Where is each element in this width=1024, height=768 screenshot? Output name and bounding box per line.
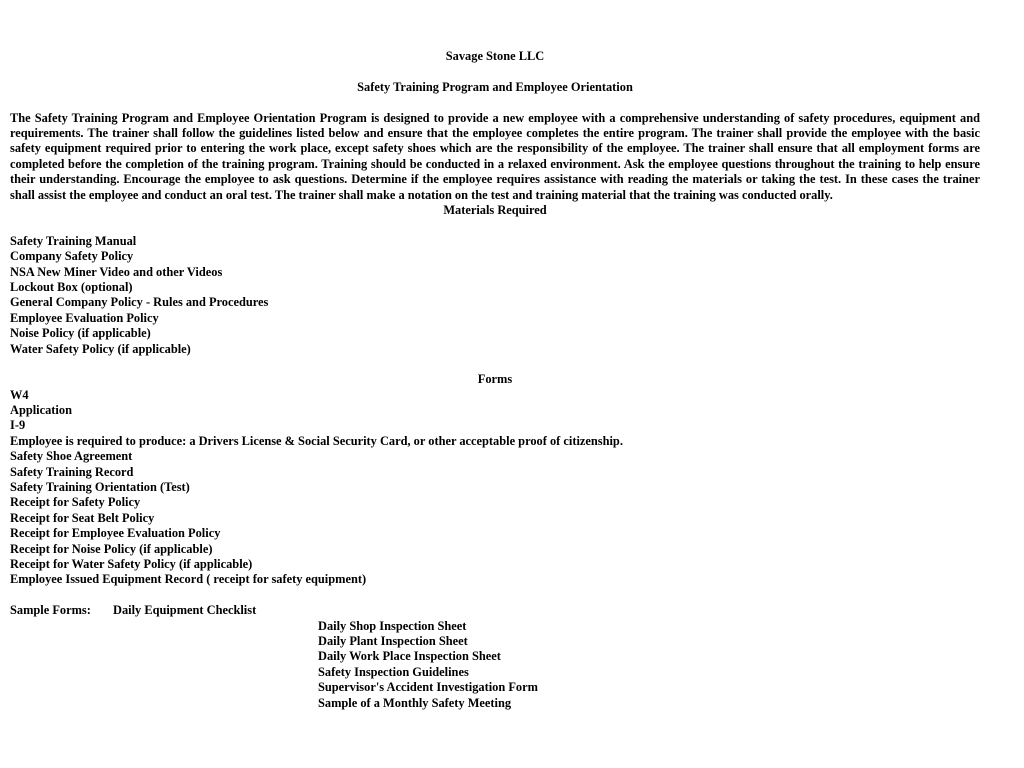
forms-item: Receipt for Employee Evaluation Policy: [10, 526, 221, 541]
forms-item: Employee is required to produce: a Drivers License & Social Security Card, or other acceptable proof of citizenship.: [10, 433, 623, 448]
forms-item: W4: [10, 387, 29, 402]
forms-heading: Forms: [477, 372, 513, 387]
materials-item: Employee Evaluation Policy: [10, 310, 159, 325]
materials-list: [10, 234, 980, 357]
forms-item: I-9: [10, 418, 26, 433]
materials-item: Safety Training Manual: [10, 233, 137, 248]
forms-item: Safety Shoe Agreement: [10, 449, 133, 464]
sample-forms-item: Daily Work Place Inspection Sheet: [318, 649, 501, 664]
sample-forms-item: Daily Shop Inspection Sheet: [318, 618, 467, 633]
forms-item: Safety Training Record: [10, 464, 134, 479]
document-title: Safety Training Program and Employee Orientation: [357, 79, 633, 94]
forms-item: Receipt for Water Safety Policy (if applicable): [10, 556, 253, 571]
materials-item: Lockout Box (optional): [10, 279, 133, 294]
forms-item: Application: [10, 403, 72, 418]
forms-item: Receipt for Safety Policy: [10, 495, 141, 510]
sample-forms-label: Sample Forms:: [10, 603, 91, 618]
sample-forms-section: [10, 603, 980, 711]
company-name: Savage Stone LLC: [445, 49, 545, 63]
materials-item: Company Safety Policy: [10, 249, 134, 264]
forms-list: [10, 388, 980, 588]
materials-heading: Materials Required: [443, 203, 547, 217]
sample-forms-item: Daily Equipment Checklist: [113, 603, 257, 618]
forms-item: Employee Issued Equipment Record ( receipt for safety equipment): [10, 572, 367, 587]
sample-forms-item: Daily Plant Inspection Sheet: [318, 633, 468, 648]
sample-forms-item: Sample of a Monthly Safety Meeting: [318, 695, 512, 710]
forms-item: Receipt for Noise Policy (if applicable): [10, 541, 213, 556]
document-page: [10, 49, 980, 711]
materials-item: NSA New Miner Video and other Videos: [10, 264, 223, 279]
sample-forms-item: Safety Inspection Guidelines: [318, 664, 469, 679]
intro-paragraph: The Safety Training Program and Employee Orientation Program is designed to provide a new employee with a comprehensive understanding of safety procedures, equipment and requirements. The trainer shall follow the guidelines listed below and ensure that the employee completes the entire program. The trainer shall provide the employee with the basic safety equipment required prior to entering the work place, except safety shoes which are the responsibility of the employee. The trainer shall ensure that all employment forms are completed before the completion of the training program. Training should be conducted in a relaxed environment. Ask the employee questions throughout the training to help ensure their understanding. Encourage the employee to ask questions. Determine if the employee requires assistance with reading the materials or taking the test. In these cases the trainer shall assist the employee and conduct an oral test. The trainer shall make a notation on the test and training material that the training was conducted orally.: [10, 110, 980, 202]
forms-item: Safety Training Orientation (Test): [10, 480, 190, 495]
materials-item: Noise Policy (if applicable): [10, 326, 151, 341]
sample-forms-item: Supervisor's Accident Investigation Form: [318, 680, 538, 695]
forms-item: Receipt for Seat Belt Policy: [10, 510, 155, 525]
materials-item: Water Safety Policy (if applicable): [10, 341, 191, 356]
materials-item: General Company Policy - Rules and Procedures: [10, 295, 269, 310]
